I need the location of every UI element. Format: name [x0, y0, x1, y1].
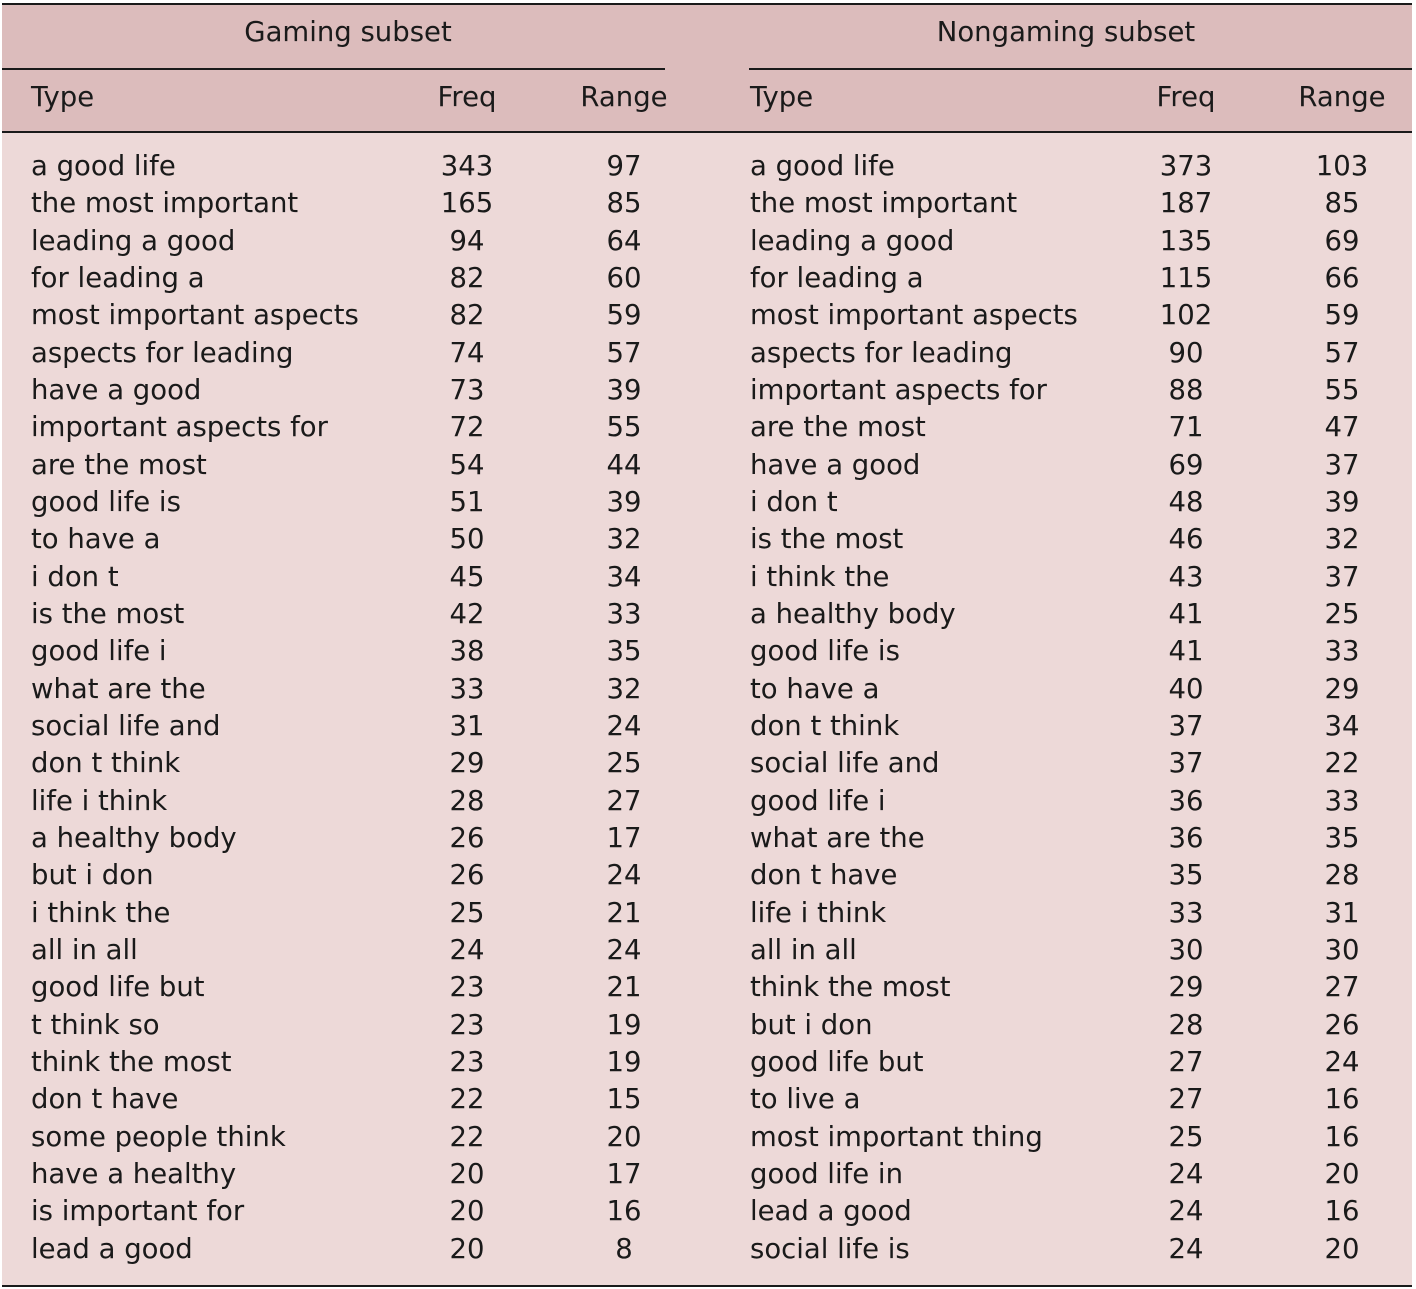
- gaming-type-cell: life i think: [31, 784, 168, 817]
- gaming-type-cell: i don t: [31, 560, 119, 593]
- nongaming-type-cell: a healthy body: [750, 597, 956, 630]
- nongaming-type-cell: i think the: [750, 560, 890, 593]
- gaming-range-header: Range: [580, 81, 668, 113]
- nongaming-freq-cell: 24: [1168, 1195, 1204, 1228]
- nongaming-range-cell: 34: [1324, 709, 1360, 742]
- nongaming-range-header: Range: [1298, 81, 1386, 113]
- nongaming-freq-cell: 41: [1168, 635, 1204, 668]
- gaming-freq-cell: 42: [449, 597, 485, 630]
- gaming-range-cell: 85: [606, 187, 642, 220]
- nongaming-range-cell: 55: [1324, 373, 1360, 406]
- nongaming-type-cell: aspects for leading: [750, 336, 1013, 369]
- gaming-range-cell: 17: [606, 821, 642, 854]
- gaming-type-cell: leading a good: [31, 224, 236, 257]
- nongaming-type-cell: all in all: [750, 933, 857, 966]
- gaming-freq-cell: 22: [449, 1120, 485, 1153]
- gaming-range-cell: 55: [606, 411, 642, 444]
- gaming-range-cell: 25: [606, 747, 642, 780]
- nongaming-type-cell: life i think: [750, 896, 887, 929]
- gaming-freq-cell: 23: [449, 1008, 485, 1041]
- nongaming-range-cell: 26: [1324, 1008, 1360, 1041]
- nongaming-type-cell: think the most: [750, 971, 951, 1004]
- gaming-type-cell: good life but: [31, 971, 205, 1004]
- gaming-range-cell: 39: [606, 485, 642, 518]
- nongaming-range-cell: 47: [1324, 411, 1360, 444]
- nongaming-range-cell: 16: [1324, 1083, 1360, 1116]
- nongaming-freq-cell: 40: [1168, 672, 1204, 705]
- gaming-type-cell: what are the: [31, 672, 206, 705]
- gaming-range-cell: 20: [606, 1120, 642, 1153]
- gaming-freq-header: Freq: [437, 81, 497, 113]
- nongaming-type-cell: to live a: [750, 1083, 861, 1116]
- nongaming-range-cell: 57: [1324, 336, 1360, 369]
- nongaming-range-cell: 27: [1324, 971, 1360, 1004]
- nongaming-type-cell: good life i: [750, 784, 886, 817]
- nongaming-range-cell: 32: [1324, 523, 1360, 556]
- nongaming-type-cell: but i don: [750, 1008, 873, 1041]
- gaming-range-cell: 44: [606, 448, 642, 481]
- gaming-group-underline: [2, 68, 665, 70]
- nongaming-range-cell: 103: [1315, 150, 1369, 182]
- gaming-type-cell: some people think: [31, 1120, 286, 1153]
- gaming-freq-cell: 72: [449, 411, 485, 444]
- gaming-type-cell: all in all: [31, 933, 138, 966]
- nongaming-freq-cell: 33: [1168, 896, 1204, 929]
- nongaming-freq-cell: 37: [1168, 747, 1204, 780]
- gaming-freq-cell: 23: [449, 971, 485, 1004]
- gaming-type-cell: but i don: [31, 859, 154, 892]
- nongaming-type-cell: lead a good: [750, 1195, 912, 1228]
- gaming-type-cell: lead a good: [31, 1232, 193, 1265]
- ngram-table: [2, 3, 1412, 1286]
- nongaming-type-cell: leading a good: [750, 224, 955, 257]
- nongaming-range-cell: 39: [1324, 485, 1360, 518]
- gaming-freq-cell: 20: [449, 1232, 485, 1265]
- gaming-freq-cell: 33: [449, 672, 485, 705]
- nongaming-range-cell: 24: [1324, 1045, 1360, 1078]
- nongaming-freq-cell: 30: [1168, 933, 1204, 966]
- nongaming-freq-cell: 36: [1168, 821, 1204, 854]
- nongaming-type-cell: important aspects for: [750, 373, 1047, 406]
- gaming-freq-cell: 73: [449, 373, 485, 406]
- nongaming-range-cell: 16: [1324, 1195, 1360, 1228]
- gaming-freq-cell: 38: [449, 635, 485, 668]
- gaming-freq-cell: 31: [449, 709, 485, 742]
- nongaming-range-cell: 20: [1324, 1232, 1360, 1265]
- gaming-range-cell: 64: [606, 224, 642, 257]
- gaming-type-cell: to have a: [31, 523, 161, 556]
- nongaming-type-cell: most important thing: [750, 1120, 1043, 1153]
- gaming-range-cell: 15: [606, 1083, 642, 1116]
- gaming-freq-cell: 45: [449, 560, 485, 593]
- gaming-type-cell: is important for: [31, 1195, 245, 1228]
- nongaming-freq-cell: 373: [1159, 150, 1213, 182]
- nongaming-range-cell: 66: [1324, 261, 1360, 294]
- nongaming-type-cell: are the most: [750, 411, 926, 444]
- gaming-range-cell: 57: [606, 336, 642, 369]
- gaming-freq-cell: 24: [449, 933, 485, 966]
- gaming-type-cell: don t have: [31, 1083, 179, 1116]
- nongaming-freq-cell: 46: [1168, 523, 1204, 556]
- bottom-rule: [2, 1285, 1412, 1287]
- gaming-type-cell: important aspects for: [31, 411, 328, 444]
- gaming-type-cell: good life is: [31, 485, 181, 518]
- gaming-type-cell: t think so: [31, 1008, 160, 1041]
- gaming-type-cell: social life and: [31, 709, 221, 742]
- gaming-range-cell: 60: [606, 261, 642, 294]
- nongaming-range-cell: 20: [1324, 1157, 1360, 1190]
- gaming-type-cell: have a healthy: [31, 1157, 237, 1190]
- header-bottom-rule: [2, 131, 1412, 133]
- nongaming-freq-cell: 41: [1168, 597, 1204, 630]
- nongaming-freq-header: Freq: [1156, 81, 1216, 113]
- nongaming-range-cell: 28: [1324, 859, 1360, 892]
- nongaming-freq-cell: 102: [1159, 299, 1213, 332]
- nongaming-type-cell: social life and: [750, 747, 940, 780]
- nongaming-group-header: Nongaming subset: [936, 16, 1196, 48]
- gaming-type-cell: a good life: [31, 150, 176, 182]
- gaming-freq-cell: 82: [449, 299, 485, 332]
- gaming-type-cell: i think the: [31, 896, 171, 929]
- gaming-freq-cell: 25: [449, 896, 485, 929]
- nongaming-range-cell: 22: [1324, 747, 1360, 780]
- nongaming-range-cell: 31: [1324, 896, 1360, 929]
- nongaming-type-cell: good life in: [750, 1157, 903, 1190]
- gaming-type-cell: the most important: [31, 187, 299, 220]
- gaming-type-cell: aspects for leading: [31, 336, 294, 369]
- gaming-group-header: Gaming subset: [244, 16, 452, 48]
- nongaming-freq-cell: 187: [1159, 187, 1213, 220]
- gaming-range-cell: 34: [606, 560, 642, 593]
- gaming-freq-cell: 22: [449, 1083, 485, 1116]
- nongaming-type-cell: what are the: [750, 821, 925, 854]
- nongaming-type-cell: social life is: [750, 1232, 910, 1265]
- nongaming-type-cell: good life is: [750, 635, 900, 668]
- nongaming-type-cell: the most important: [750, 187, 1018, 220]
- gaming-type-cell: for leading a: [31, 261, 205, 294]
- nongaming-freq-cell: 69: [1168, 448, 1204, 481]
- nongaming-type-cell: to have a: [750, 672, 880, 705]
- gaming-type-cell: good life i: [31, 635, 167, 668]
- gaming-type-cell: is the most: [31, 597, 185, 630]
- nongaming-freq-cell: 27: [1168, 1045, 1204, 1078]
- gaming-range-cell: 24: [606, 933, 642, 966]
- gaming-range-cell: 8: [615, 1232, 633, 1265]
- gaming-type-header: Type: [31, 81, 95, 113]
- nongaming-range-cell: 59: [1324, 299, 1360, 332]
- nongaming-freq-cell: 48: [1168, 485, 1204, 518]
- nongaming-range-cell: 30: [1324, 933, 1360, 966]
- nongaming-type-cell: have a good: [750, 448, 921, 481]
- nongaming-freq-cell: 135: [1159, 224, 1213, 257]
- nongaming-freq-cell: 35: [1168, 859, 1204, 892]
- gaming-range-cell: 39: [606, 373, 642, 406]
- top-rule: [2, 3, 1412, 5]
- gaming-freq-cell: 51: [449, 485, 485, 518]
- gaming-type-cell: a healthy body: [31, 821, 237, 854]
- gaming-range-cell: 21: [606, 971, 642, 1004]
- gaming-type-cell: have a good: [31, 373, 202, 406]
- gaming-range-cell: 27: [606, 784, 642, 817]
- nongaming-freq-cell: 36: [1168, 784, 1204, 817]
- gaming-freq-cell: 54: [449, 448, 485, 481]
- nongaming-type-cell: most important aspects: [750, 299, 1078, 332]
- nongaming-freq-cell: 43: [1168, 560, 1204, 593]
- nongaming-range-cell: 29: [1324, 672, 1360, 705]
- gaming-type-cell: are the most: [31, 448, 207, 481]
- gaming-freq-cell: 20: [449, 1195, 485, 1228]
- nongaming-type-header: Type: [750, 81, 814, 113]
- nongaming-range-cell: 69: [1324, 224, 1360, 257]
- nongaming-type-cell: i don t: [750, 485, 838, 518]
- nongaming-type-cell: don t have: [750, 859, 898, 892]
- nongaming-type-cell: is the most: [750, 523, 904, 556]
- gaming-freq-cell: 26: [449, 821, 485, 854]
- gaming-freq-cell: 94: [449, 224, 485, 257]
- gaming-range-cell: 24: [606, 709, 642, 742]
- gaming-freq-cell: 343: [440, 150, 494, 182]
- nongaming-freq-cell: 29: [1168, 971, 1204, 1004]
- nongaming-freq-cell: 88: [1168, 373, 1204, 406]
- gaming-freq-cell: 26: [449, 859, 485, 892]
- gaming-freq-cell: 165: [440, 187, 494, 220]
- gaming-range-cell: 33: [606, 597, 642, 630]
- gaming-range-cell: 32: [606, 672, 642, 705]
- gaming-range-cell: 35: [606, 635, 642, 668]
- gaming-range-cell: 17: [606, 1157, 642, 1190]
- nongaming-freq-cell: 90: [1168, 336, 1204, 369]
- gaming-freq-cell: 23: [449, 1045, 485, 1078]
- gaming-freq-cell: 82: [449, 261, 485, 294]
- nongaming-range-cell: 33: [1324, 784, 1360, 817]
- gaming-range-cell: 32: [606, 523, 642, 556]
- gaming-range-cell: 16: [606, 1195, 642, 1228]
- nongaming-freq-cell: 71: [1168, 411, 1204, 444]
- nongaming-type-cell: a good life: [750, 150, 895, 182]
- gaming-type-cell: think the most: [31, 1045, 232, 1078]
- nongaming-freq-cell: 24: [1168, 1157, 1204, 1190]
- gaming-range-cell: 24: [606, 859, 642, 892]
- gaming-freq-cell: 29: [449, 747, 485, 780]
- nongaming-range-cell: 35: [1324, 821, 1360, 854]
- gaming-range-cell: 97: [606, 150, 642, 182]
- nongaming-freq-cell: 24: [1168, 1232, 1204, 1265]
- nongaming-freq-cell: 27: [1168, 1083, 1204, 1116]
- gaming-freq-cell: 20: [449, 1157, 485, 1190]
- nongaming-type-cell: good life but: [750, 1045, 924, 1078]
- nongaming-freq-cell: 28: [1168, 1008, 1204, 1041]
- nongaming-range-cell: 16: [1324, 1120, 1360, 1153]
- nongaming-type-cell: don t think: [750, 709, 900, 742]
- nongaming-freq-cell: 25: [1168, 1120, 1204, 1153]
- gaming-type-cell: most important aspects: [31, 299, 359, 332]
- gaming-range-cell: 59: [606, 299, 642, 332]
- gaming-range-cell: 19: [606, 1045, 642, 1078]
- nongaming-freq-cell: 115: [1159, 261, 1213, 294]
- gaming-range-cell: 19: [606, 1008, 642, 1041]
- nongaming-type-cell: for leading a: [750, 261, 924, 294]
- nongaming-freq-cell: 37: [1168, 709, 1204, 742]
- nongaming-range-cell: 37: [1324, 560, 1360, 593]
- nongaming-range-cell: 37: [1324, 448, 1360, 481]
- nongaming-range-cell: 33: [1324, 635, 1360, 668]
- gaming-freq-cell: 74: [449, 336, 485, 369]
- gaming-freq-cell: 28: [449, 784, 485, 817]
- nongaming-group-underline: [749, 68, 1412, 70]
- gaming-freq-cell: 50: [449, 523, 485, 556]
- nongaming-range-cell: 85: [1324, 187, 1360, 220]
- gaming-type-cell: don t think: [31, 747, 181, 780]
- nongaming-range-cell: 25: [1324, 597, 1360, 630]
- gaming-range-cell: 21: [606, 896, 642, 929]
